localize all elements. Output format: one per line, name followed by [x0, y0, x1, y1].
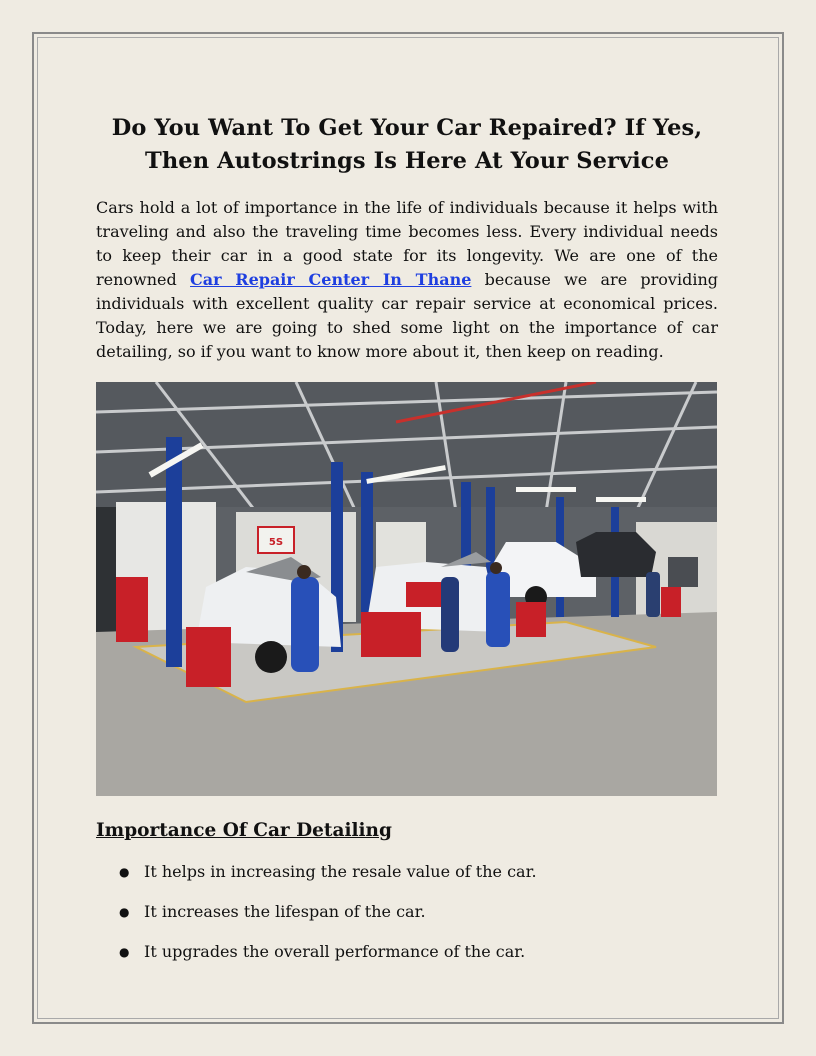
list-item	[96, 940, 718, 964]
list-item-text: It increases the lifespan of the car.	[144, 902, 426, 921]
intro-text-start: Cars hold a lot of importance in the life of individuals because it helps with traveling and also the traveling time becomes less. Every individual needs to keep their car in a good state for its longevity. We are one of the renowned	[96, 198, 718, 289]
bullet-icon: ●	[119, 945, 130, 959]
list-item-text: It helps in increasing the resale value of the car.	[144, 862, 537, 881]
car-repair-center-link[interactable]: Car Repair Center In Thane	[190, 270, 472, 289]
intro-paragraph	[96, 196, 718, 364]
intro-text-end: because we are providing individuals with excellent quality car repair service at economical prices. Today, here we are going to shed some light on the importance of car detailing, so if you want to know more about it, then keep on reading.	[96, 270, 718, 361]
5s-sign-text: 5S	[268, 537, 284, 548]
list-item	[96, 860, 718, 884]
article-title: Do You Want To Get Your Car Repaired? If Yes, Then Autostrings Is Here At Your Service	[111, 115, 703, 174]
list-item	[96, 900, 718, 924]
list-item-text: It upgrades the overall performance of the car.	[144, 942, 526, 961]
bullet-icon: ●	[119, 865, 130, 879]
section-heading: Importance Of Car Detailing	[96, 820, 392, 841]
benefit-list	[96, 860, 718, 964]
workshop-photo	[96, 382, 717, 796]
left-wall-dark	[96, 507, 116, 647]
wall-board	[668, 557, 698, 587]
bullet-icon: ●	[119, 905, 130, 919]
article-body	[96, 112, 718, 980]
